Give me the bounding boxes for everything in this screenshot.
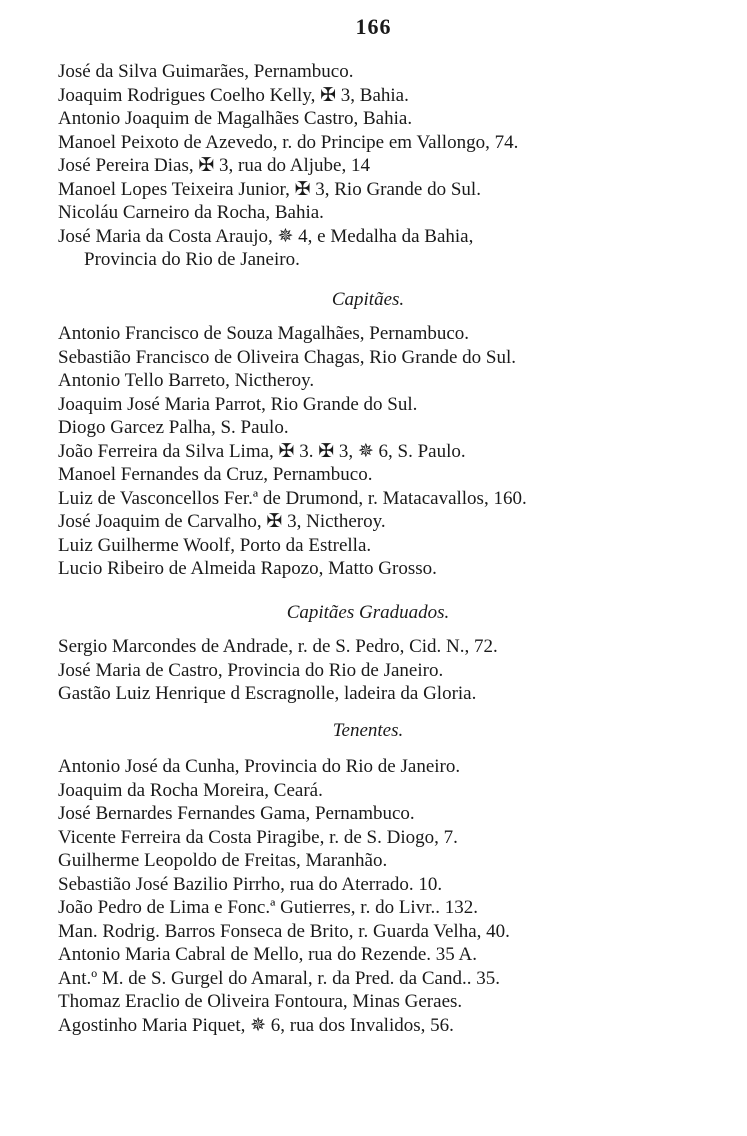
list-entry: Sergio Marcondes de Andrade, r. de S. Pedro, Cid. N., 72. (58, 636, 498, 657)
list-entry: Ant.º M. de S. Gurgel do Amaral, r. da Pred. da Cand.. 35. (58, 967, 500, 989)
officer-list-unlabeled (58, 60, 708, 272)
list-entry: Antonio Tello Barreto, Nictheroy. (58, 370, 315, 391)
section-heading-capitaes-graduados: Capitães Graduados. (286, 602, 450, 623)
section-heading-capitaes: Capitães. (331, 289, 405, 310)
list-entry: José da Silva Guimarães, Pernambuco. (58, 61, 354, 82)
list-entry: João Ferreira da Silva Lima, ✠ 3. ✠ 3, ✵ 6, S. Paulo. (58, 440, 466, 462)
list-entry: Agostinho Maria Piquet, ✵ 6, rua dos Invalidos, 56. (58, 1014, 454, 1036)
officer-list-capitaes (58, 322, 708, 581)
section-heading-tenentes: Tenentes. (332, 720, 404, 741)
list-entry: José Bernardes Fernandes Gama, Pernambuco. (58, 803, 415, 824)
list-entry: João Pedro de Lima e Fonc.ª Gutierres, r. do Livr.. 132. (58, 897, 478, 918)
section-tenentes (58, 718, 708, 744)
list-entry: Joaquim José Maria Parrot, Rio Grande do Sul. (58, 393, 418, 415)
officer-list-capitaes-graduados (58, 635, 708, 706)
list-entry: Manoel Lopes Teixeira Junior, ✠ 3, Rio Grande do Sul. (58, 178, 481, 200)
list-entry: Luiz de Vasconcellos Fer.ª de Drumond, r. Matacavallos, 160. (58, 487, 527, 509)
list-entry: Manoel Peixoto de Azevedo, r. do Principe em Vallongo, 74. (58, 131, 519, 153)
page-number: 166 (355, 14, 392, 39)
section-capitaes (58, 287, 708, 313)
list-entry: Antonio José da Cunha, Provincia do Rio de Janeiro. (58, 756, 461, 777)
list-entry: Luiz Guilherme Woolf, Porto da Estrella. (58, 534, 372, 556)
list-entry: Antonio Joaquim de Magalhães Castro, Bahia. (58, 108, 413, 129)
section-capitaes-graduados (58, 600, 708, 626)
list-entry: Lucio Ribeiro de Almeida Rapozo, Matto Grosso. (58, 558, 437, 579)
list-entry: Sebastião Francisco de Oliveira Chagas, Rio Grande do Sul. (58, 346, 517, 368)
list-entry: Manoel Fernandes da Cruz, Pernambuco. (58, 464, 373, 485)
list-entry: Joaquim Rodrigues Coelho Kelly, ✠ 3, Bahia. (58, 84, 409, 106)
list-entry: José Pereira Dias, ✠ 3, rua do Aljube, 14 (58, 155, 370, 176)
list-entry: Antonio Francisco de Souza Magalhães, Pernambuco. (58, 323, 470, 344)
list-entry: José Maria de Castro, Provincia do Rio de Janeiro. (58, 659, 444, 681)
list-entry: Sebastião José Bazilio Pirrho, rua do Aterrado. 10. (58, 873, 443, 895)
list-entry: Guilherme Leopoldo de Freitas, Maranhão. (58, 850, 388, 871)
list-entry: Antonio Maria Cabral de Mello, rua do Rezende. 35 A. (58, 944, 477, 965)
list-entry-continuation: Provincia do Rio de Janeiro. (84, 249, 300, 270)
list-entry: Gastão Luiz Henrique d Escragnolle, ladeira da Gloria. (58, 683, 477, 704)
officer-list-tenentes (58, 755, 708, 1037)
list-entry: Man. Rodrig. Barros Fonseca de Brito, r. Guarda Velha, 40. (58, 920, 510, 942)
list-entry: José Joaquim de Carvalho, ✠ 3, Nictheroy. (58, 511, 386, 532)
list-entry: Vicente Ferreira da Costa Piragibe, r. de S. Diogo, 7. (58, 826, 458, 848)
list-entry: Diogo Garcez Palha, S. Paulo. (58, 417, 289, 438)
list-entry: José Maria da Costa Araujo, ✵ 4, e Medalha da Bahia, (58, 225, 474, 247)
list-entry: Joaquim da Rocha Moreira, Ceará. (58, 779, 323, 801)
list-entry: Nicoláu Carneiro da Rocha, Bahia. (58, 202, 324, 223)
list-entry: Thomaz Eraclio de Oliveira Fontoura, Minas Geraes. (58, 991, 463, 1012)
